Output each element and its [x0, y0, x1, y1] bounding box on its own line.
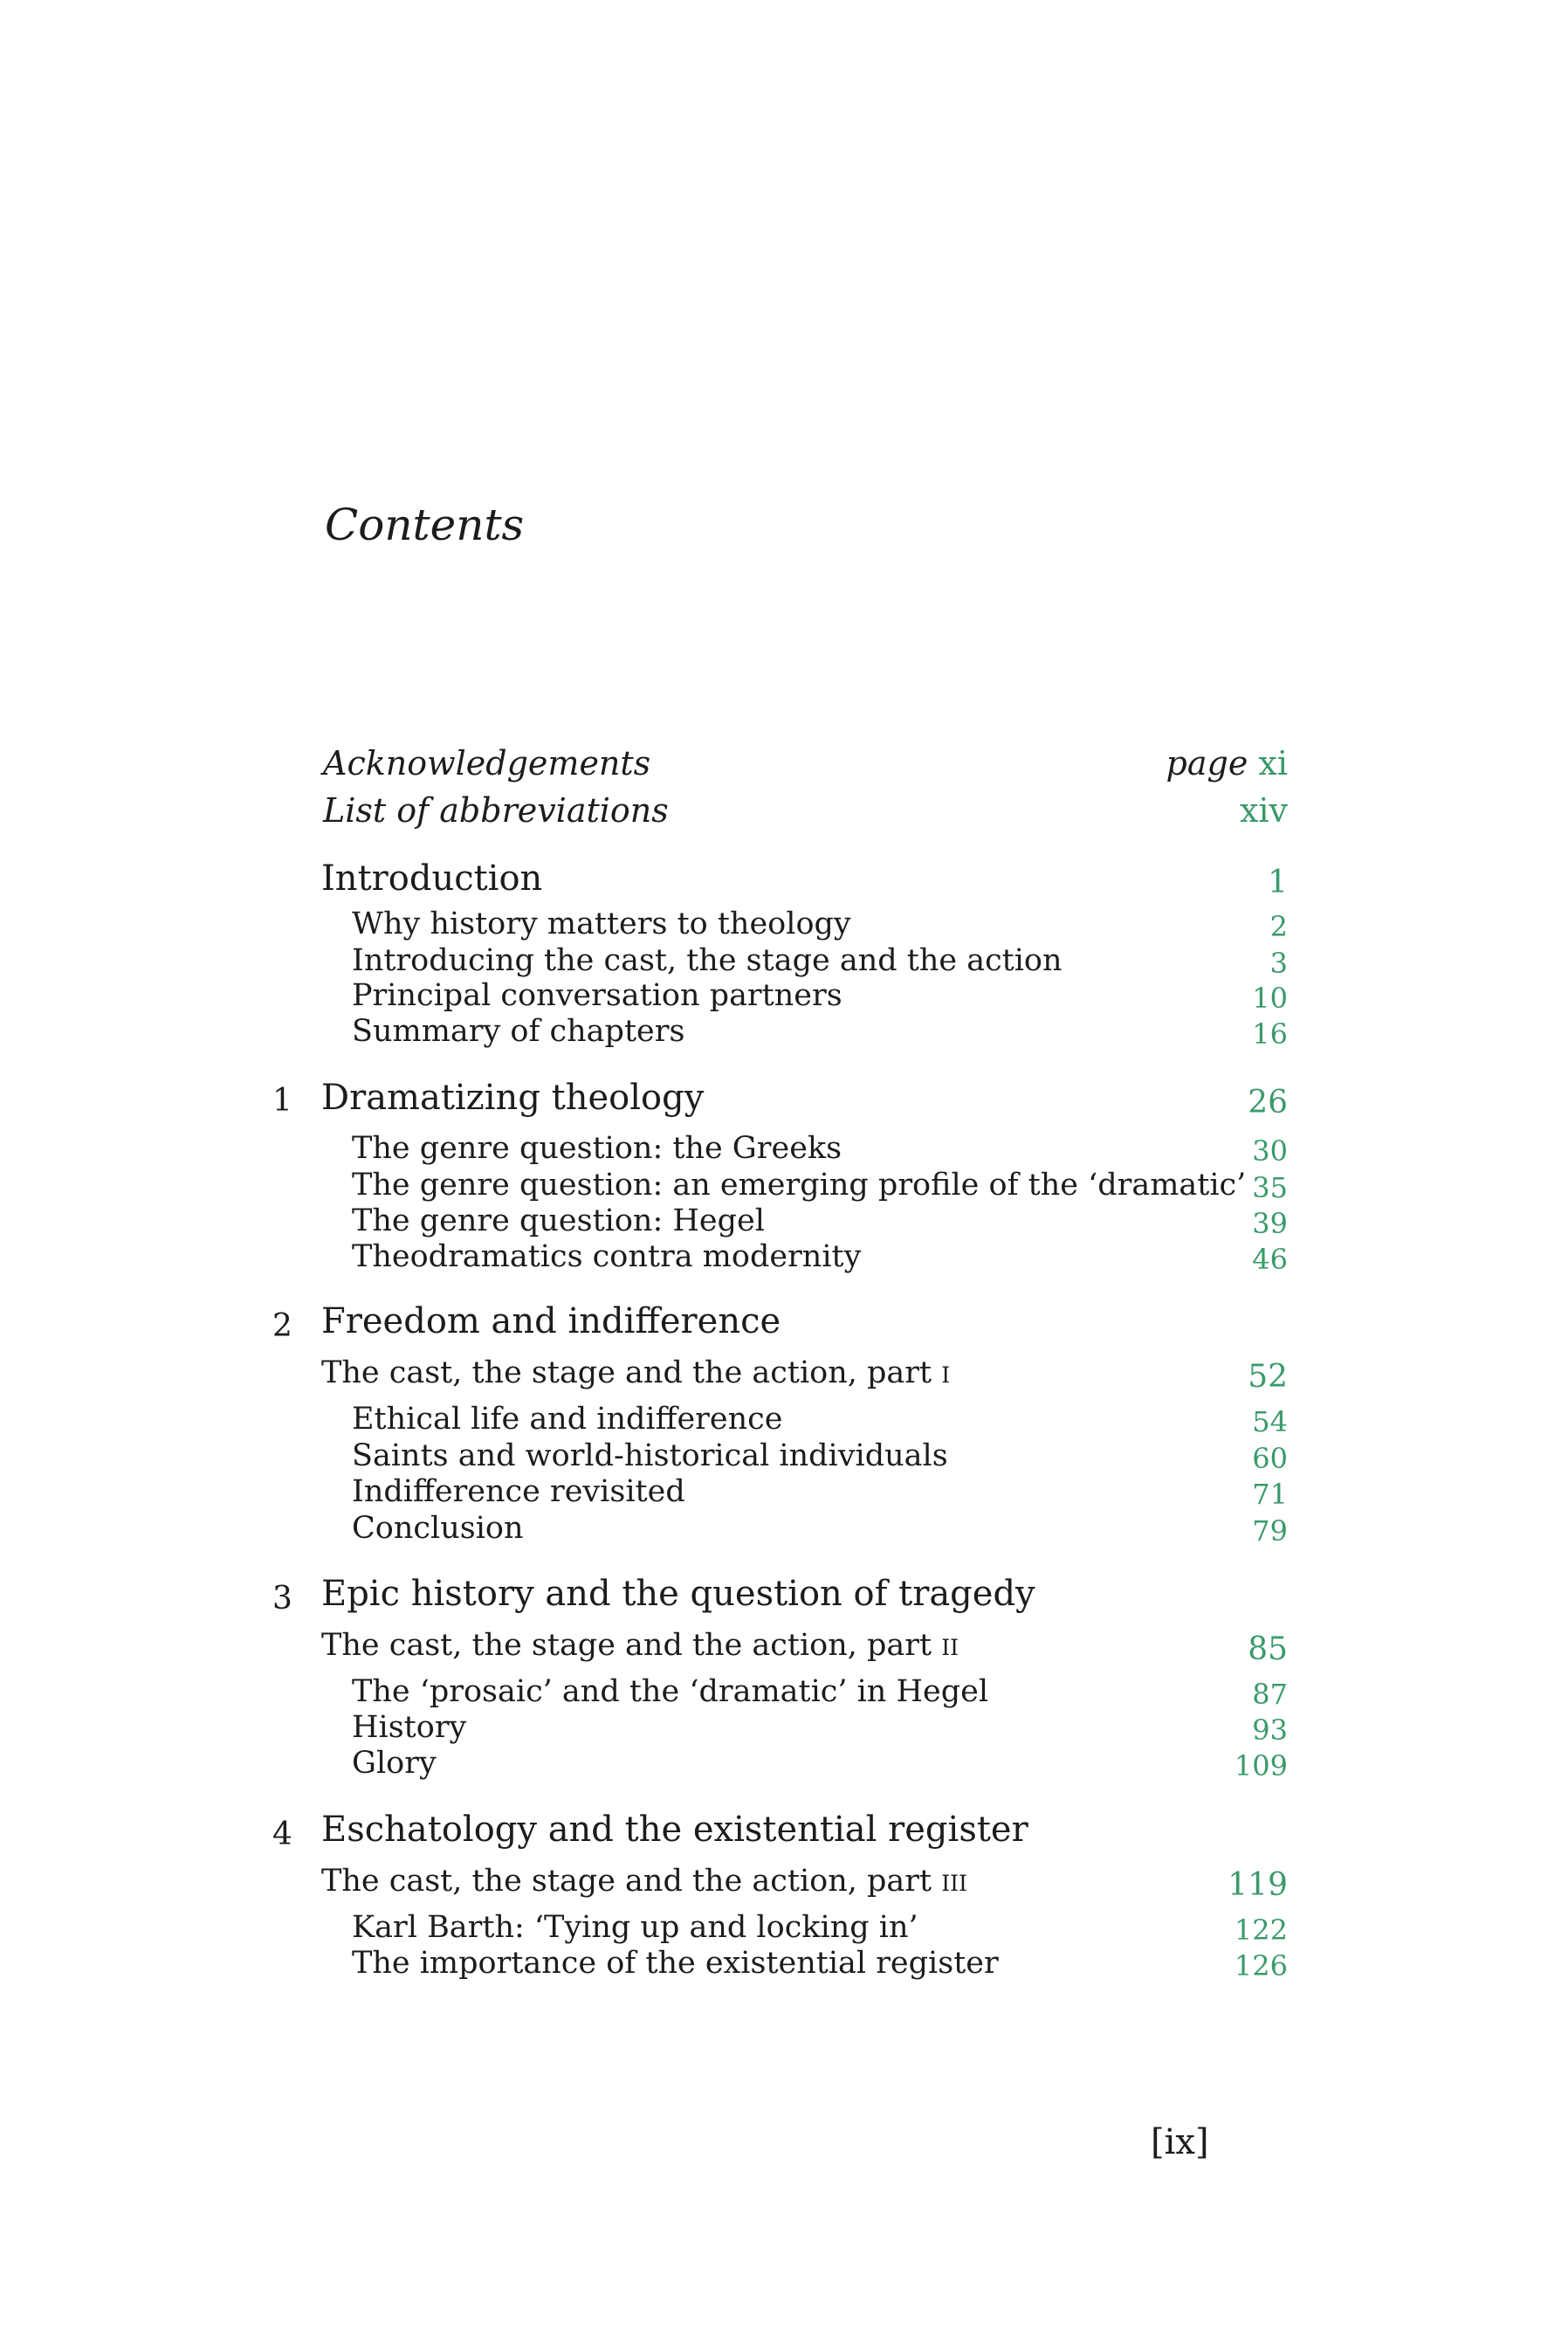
- chapter-title: Eschatology and the existential register: [321, 1810, 1028, 1850]
- toc-section: The genre question: the Greeks: [352, 1131, 842, 1166]
- toc-section: The genre question: an emerging profile of the ‘dramatic’: [352, 1168, 1247, 1203]
- chapter-page: 85: [1248, 1631, 1288, 1667]
- chapter-number: 4: [272, 1817, 292, 1852]
- chapter-title: Epic history and the question of tragedy: [321, 1574, 1035, 1614]
- chapter-number: 2: [272, 1308, 292, 1344]
- toc-section: Indifference revisited: [352, 1474, 685, 1509]
- toc-page-introduction: 1: [1268, 865, 1288, 900]
- chapter-page: 52: [1248, 1359, 1288, 1395]
- toc-section-page: 109: [1234, 1749, 1288, 1782]
- toc-section-page: 126: [1234, 1949, 1288, 1982]
- toc-section: Summary of chapters: [352, 1014, 685, 1049]
- toc-section: The importance of the existential register: [352, 1946, 999, 1981]
- toc-section: Karl Barth: ‘Tying up and locking in’: [352, 1910, 918, 1945]
- toc-section: The ‘prosaic’ and the ‘dramatic’ in Hegel: [352, 1674, 989, 1709]
- toc-section-page: 79: [1252, 1514, 1288, 1548]
- toc-section: History: [352, 1710, 467, 1745]
- toc-section: Conclusion: [352, 1511, 524, 1546]
- chapter-page: 119: [1228, 1867, 1288, 1903]
- toc-section-page: 87: [1252, 1678, 1288, 1711]
- toc-entry-introduction: Introduction: [321, 858, 543, 899]
- toc-section-page: 30: [1252, 1134, 1288, 1168]
- toc-section-page: 16: [1252, 1017, 1288, 1051]
- toc-section-page: 3: [1269, 947, 1288, 980]
- page-folio: [ix]: [1151, 2122, 1209, 2162]
- toc-section-page: 39: [1252, 1207, 1288, 1240]
- page-label: page: [1166, 744, 1248, 783]
- part-text: The cast, the stage and the action, part: [321, 1355, 932, 1390]
- part-text: The cast, the stage and the action, part: [321, 1628, 932, 1663]
- toc-entry-abbreviations: List of abbreviations: [323, 791, 669, 830]
- toc-section-page: 54: [1252, 1405, 1288, 1438]
- part-numeral: iii: [941, 1864, 967, 1899]
- toc-section-page: 10: [1252, 982, 1288, 1015]
- toc-section-page: 122: [1234, 1913, 1288, 1947]
- toc-section: Introducing the cast, the stage and the action: [352, 943, 1063, 978]
- toc-section-page: 2: [1269, 910, 1288, 943]
- toc-section-page: 46: [1252, 1243, 1288, 1276]
- chapter-title: Freedom and indifference: [321, 1301, 781, 1341]
- toc-section: Glory: [352, 1746, 437, 1781]
- contents-heading: Contents: [325, 500, 525, 550]
- chapter-title: Dramatizing theology: [321, 1078, 705, 1118]
- chapter-part-line: [321, 1628, 959, 1663]
- toc-entry-acknowledgements: Acknowledgements: [323, 744, 651, 783]
- page-number: xi: [1258, 744, 1288, 783]
- part-text: The cast, the stage and the action, part: [321, 1864, 932, 1899]
- toc-page-acknowledgements: [1166, 744, 1288, 783]
- toc-section: Principal conversation partners: [352, 978, 842, 1013]
- chapter-part-line: [321, 1355, 950, 1390]
- toc-section-page: 35: [1252, 1171, 1288, 1204]
- chapter-part-line: [321, 1864, 967, 1899]
- part-numeral: ii: [941, 1628, 959, 1663]
- toc-section: Saints and world-historical individuals: [352, 1438, 948, 1473]
- toc-page-abbreviations: xiv: [1239, 791, 1288, 830]
- toc-section: Why history matters to theology: [352, 907, 851, 941]
- chapter-number: 3: [272, 1581, 292, 1617]
- toc-section: Ethical life and indifference: [352, 1402, 783, 1437]
- toc-section-page: 71: [1252, 1478, 1288, 1511]
- part-numeral: i: [941, 1355, 951, 1390]
- chapter-number: 1: [272, 1083, 292, 1119]
- toc-section-page: 93: [1252, 1713, 1288, 1747]
- toc-section: The genre question: Hegel: [352, 1203, 765, 1238]
- toc-section: Theodramatics contra modernity: [352, 1239, 862, 1274]
- toc-section-page: 60: [1252, 1442, 1288, 1475]
- chapter-page: 26: [1248, 1085, 1288, 1120]
